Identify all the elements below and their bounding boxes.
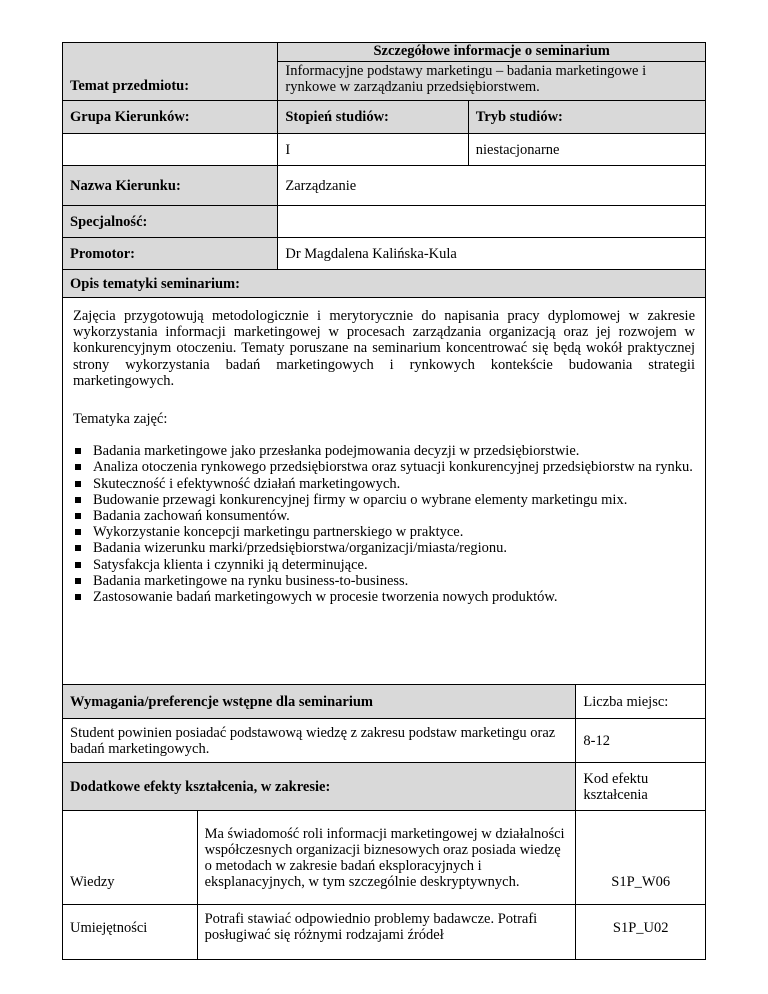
topics-heading: Tematyka zajęć: <box>73 411 168 428</box>
seminar-info-table <box>62 42 706 960</box>
mode-value: niestacjonarne <box>468 134 705 165</box>
description-body <box>63 298 705 684</box>
square-bullet-icon <box>75 562 81 568</box>
field-value: Zarządzanie <box>277 166 705 205</box>
list-item: Satysfakcja klienta i czynniki ją determinujące. <box>73 557 695 573</box>
specialty-value <box>277 206 705 237</box>
square-bullet-icon <box>75 529 81 535</box>
field-row <box>63 165 705 205</box>
seats-label: Liczba miejsc: <box>575 685 705 718</box>
outcome-code: S1P_U02 <box>575 905 705 959</box>
outcome-category: Wiedzy <box>70 874 115 890</box>
outcome-text: Ma świadomość roli informacji marketingowej w działalności współczesnych organizacji biznesowych oraz posiada wiedzę o metodach w zakresie badań eksploracyjnych i eksplanacyjnych, w tym szczególnie deskryptywnych. <box>197 811 576 904</box>
outcome-text: Potrafi stawiać odpowiednio problemy badawcze. Potrafi posługiwać się różnymi rodzajami źródeł <box>197 905 576 959</box>
square-bullet-icon <box>75 594 81 600</box>
square-bullet-icon <box>75 448 81 454</box>
degree-label: Stopień studiów: <box>277 101 467 133</box>
program-values-row <box>63 133 705 165</box>
field-label: Nazwa Kierunku: <box>63 166 277 205</box>
topics-list <box>73 443 695 605</box>
square-bullet-icon <box>75 497 81 503</box>
seminar-title: Szczegółowe informacje o seminarium <box>278 43 705 62</box>
outcome-row <box>63 904 705 959</box>
subject-label: Temat przedmiotu: <box>63 43 277 100</box>
requirements-label: Wymagania/preferencje wstępne dla seminarium <box>63 685 575 718</box>
promoter-row <box>63 237 705 269</box>
outcomes-header-row <box>63 762 705 810</box>
degree-value: I <box>277 134 467 165</box>
outcome-row <box>63 810 705 904</box>
square-bullet-icon <box>75 464 81 470</box>
square-bullet-icon <box>75 481 81 487</box>
description-intro: Zajęcia przygotowują metodologicznie i merytorycznie do napisania pracy dyplomowej w zakresie wykorzystania informacji marketingowej w procesach zarządzania organizacją oraz jej rozwojem w konkurencyjnym otoczeniu. Tematy poruszane na seminarium koncentrować się będą wokół praktycznej strony wykorzystania badań marketingowych i rynkowych kontekście budowania strategii marketingowych. <box>73 308 695 389</box>
requirements-text: Student powinien posiadać podstawową wiedzę z zakresu podstaw marketingu oraz badań marketingowych. <box>70 724 556 757</box>
subject-block <box>277 43 705 100</box>
description-label: Opis tematyki seminarium: <box>70 275 240 292</box>
seats-value: 8-12 <box>575 719 705 762</box>
list-item: Skuteczność i efektywność działań marketingowych. <box>73 476 695 492</box>
subject-row <box>63 43 705 100</box>
list-item: Wykorzystanie koncepcji marketingu partnerskiego w praktyce. <box>73 524 695 540</box>
outcome-category: Umiejętności <box>70 920 148 936</box>
subject-value: Informacyjne podstawy marketingu – badania marketingowe i rynkowe w zarządzaniu przedsiębiorstwem. <box>278 62 705 100</box>
list-item: Badania wizerunku marki/przedsiębiorstwa/organizacji/miasta/regionu. <box>73 540 695 556</box>
requirements-header-row <box>63 684 705 718</box>
list-item: Zastosowanie badań marketingowych w procesie tworzenia nowych produktów. <box>73 589 695 605</box>
promoter-value: Dr Magdalena Kalińska-Kula <box>277 238 705 269</box>
list-item: Badania zachowań konsumentów. <box>73 508 695 524</box>
square-bullet-icon <box>75 513 81 519</box>
mode-label: Tryb studiów: <box>468 101 705 133</box>
group-label: Grupa Kierunków: <box>70 109 190 125</box>
outcome-code: S1P_W06 <box>575 811 705 904</box>
promoter-label: Promotor: <box>63 238 277 269</box>
program-header-row <box>63 100 705 133</box>
list-item: Budowanie przewagi konkurencyjnej firmy w oparciu o wybrane elementy marketingu mix. <box>73 492 695 508</box>
outcomes-label: Dodatkowe efekty kształcenia, w zakresie: <box>63 763 575 810</box>
square-bullet-icon <box>75 578 81 584</box>
description-body-row <box>63 297 705 684</box>
description-label-row <box>63 269 705 297</box>
specialty-row <box>63 205 705 237</box>
list-item: Badania marketingowe na rynku business-to-business. <box>73 573 695 589</box>
requirements-value-row <box>63 718 705 762</box>
code-label: Kod efektu kształcenia <box>575 763 705 810</box>
list-item: Analiza otoczenia rynkowego przedsiębiorstwa oraz sytuacji konkurencyjnej przedsiębiorstw na rynku. <box>73 459 695 475</box>
square-bullet-icon <box>75 545 81 551</box>
list-item: Badania marketingowe jako przesłanka podejmowania decyzji w przedsiębiorstwie. <box>73 443 695 459</box>
group-value <box>63 134 277 165</box>
specialty-label: Specjalność: <box>63 206 277 237</box>
